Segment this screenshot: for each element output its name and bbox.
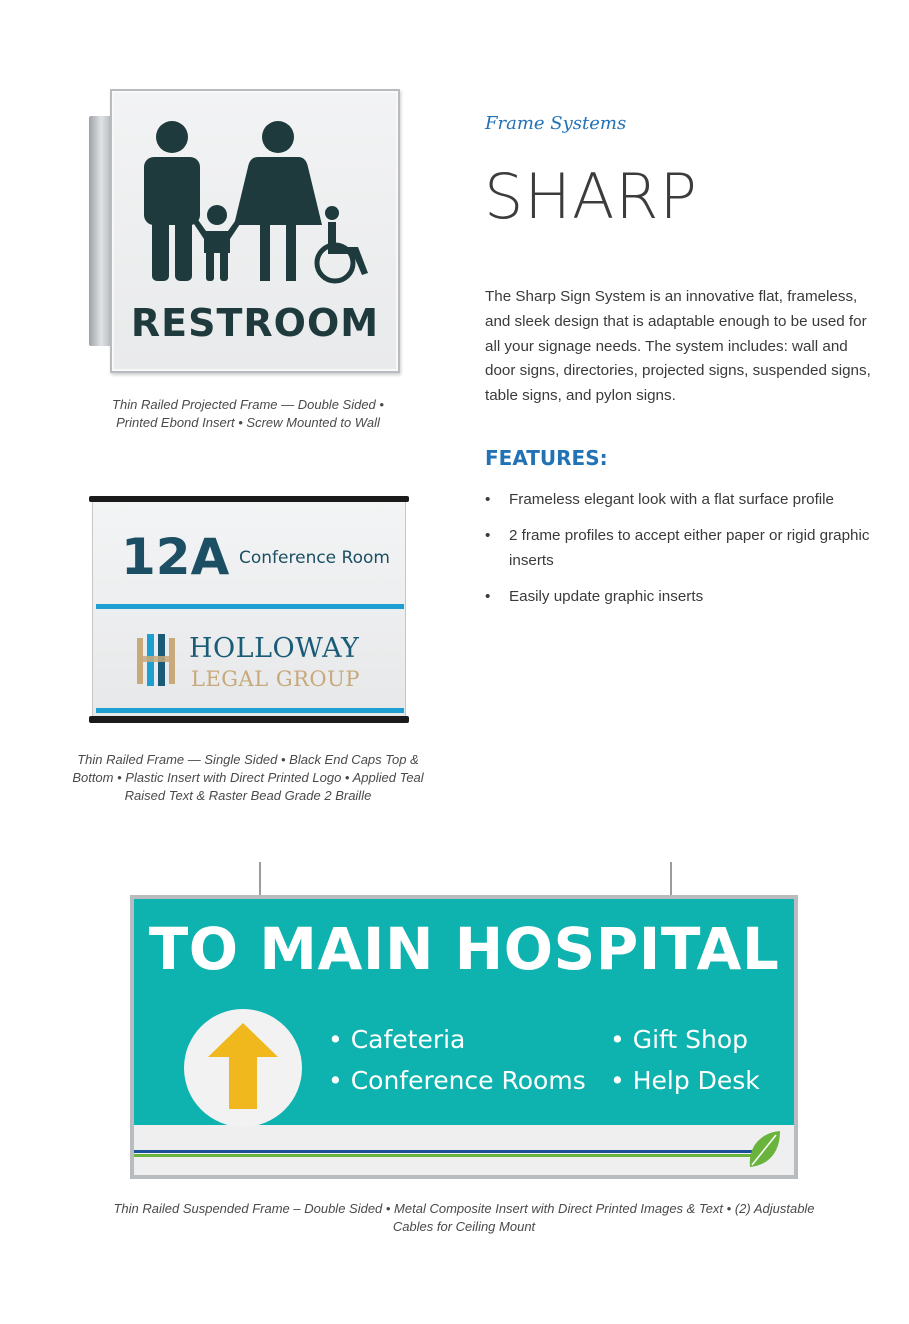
- bullet-icon: •: [485, 588, 491, 605]
- end-cap-bottom: [89, 716, 409, 723]
- accent-line-green: [134, 1154, 754, 1157]
- destination-item: • Conference Rooms: [328, 1066, 586, 1095]
- ceiling-cable: [670, 862, 672, 896]
- restroom-caption: Thin Railed Projected Frame — Double Sided • Printed Ebond Insert • Screw Mounted to Wall: [112, 397, 384, 430]
- accent-line-blue: [134, 1150, 754, 1153]
- destination-item: • Gift Shop: [610, 1025, 749, 1054]
- arrow-circle: [184, 1009, 302, 1127]
- list-item: • Easily update graphic inserts: [485, 584, 875, 609]
- room-name: Conference Room: [239, 548, 390, 568]
- room-number: 12A: [121, 528, 230, 586]
- conference-sign: [89, 496, 409, 724]
- teal-panel: [134, 899, 794, 1125]
- bullet-icon: •: [485, 527, 491, 544]
- list-item: • Frameless elegant look with a flat surface profile: [485, 487, 875, 512]
- holloway-logo-icon: [137, 634, 175, 686]
- leaf-icon: [746, 1129, 782, 1169]
- hospital-sign-insert: [134, 899, 794, 1175]
- restroom-sign: [110, 89, 400, 373]
- hospital-sign: [130, 895, 798, 1179]
- projection-bracket: [89, 116, 111, 346]
- features-heading: FEATURES:: [485, 446, 608, 470]
- hospital-caption: Thin Railed Suspended Frame – Double Sided • Metal Composite Insert with Direct Printed Images & Text • (2) Adjustable Cables for Ceiling Mount: [113, 1201, 815, 1234]
- section-label: Frame Systems: [485, 113, 627, 134]
- conference-caption: Thin Railed Frame — Single Sided • Black End Caps Top & Bottom • Plastic Insert with Direct Printed Logo • Applied Teal Raised Text & Raster Bead Grade 2 Braille: [72, 752, 424, 803]
- conference-sign-insert: [92, 502, 406, 716]
- arrow-up-icon: [184, 1009, 302, 1127]
- logo-subtitle: LEGAL GROUP: [191, 667, 360, 691]
- restroom-pictograms-icon: [134, 113, 380, 293]
- sign-title: TO MAIN HOSPITAL: [148, 915, 780, 983]
- divider-stripe: [96, 604, 404, 609]
- bullet-icon: •: [485, 491, 491, 508]
- restroom-label: RESTROOM: [130, 301, 380, 345]
- list-item: • 2 frame profiles to accept either paper or rigid graphic inserts: [485, 523, 875, 573]
- destination-item: • Help Desk: [610, 1066, 760, 1095]
- destination-item: • Cafeteria: [328, 1025, 466, 1054]
- bottom-stripe: [96, 708, 404, 713]
- description: The Sharp Sign System is an innovative flat, frameless, and sleek design that is adaptable enough to be used for all your signage needs. The system includes: wall and door signs, directories, projected signs, suspended signs, table signs, and pylon signs.: [485, 288, 871, 405]
- features-list: [485, 487, 875, 620]
- ceiling-cable: [259, 862, 261, 896]
- page-title: SHARP: [484, 160, 698, 233]
- logo-name: HOLLOWAY: [189, 633, 360, 664]
